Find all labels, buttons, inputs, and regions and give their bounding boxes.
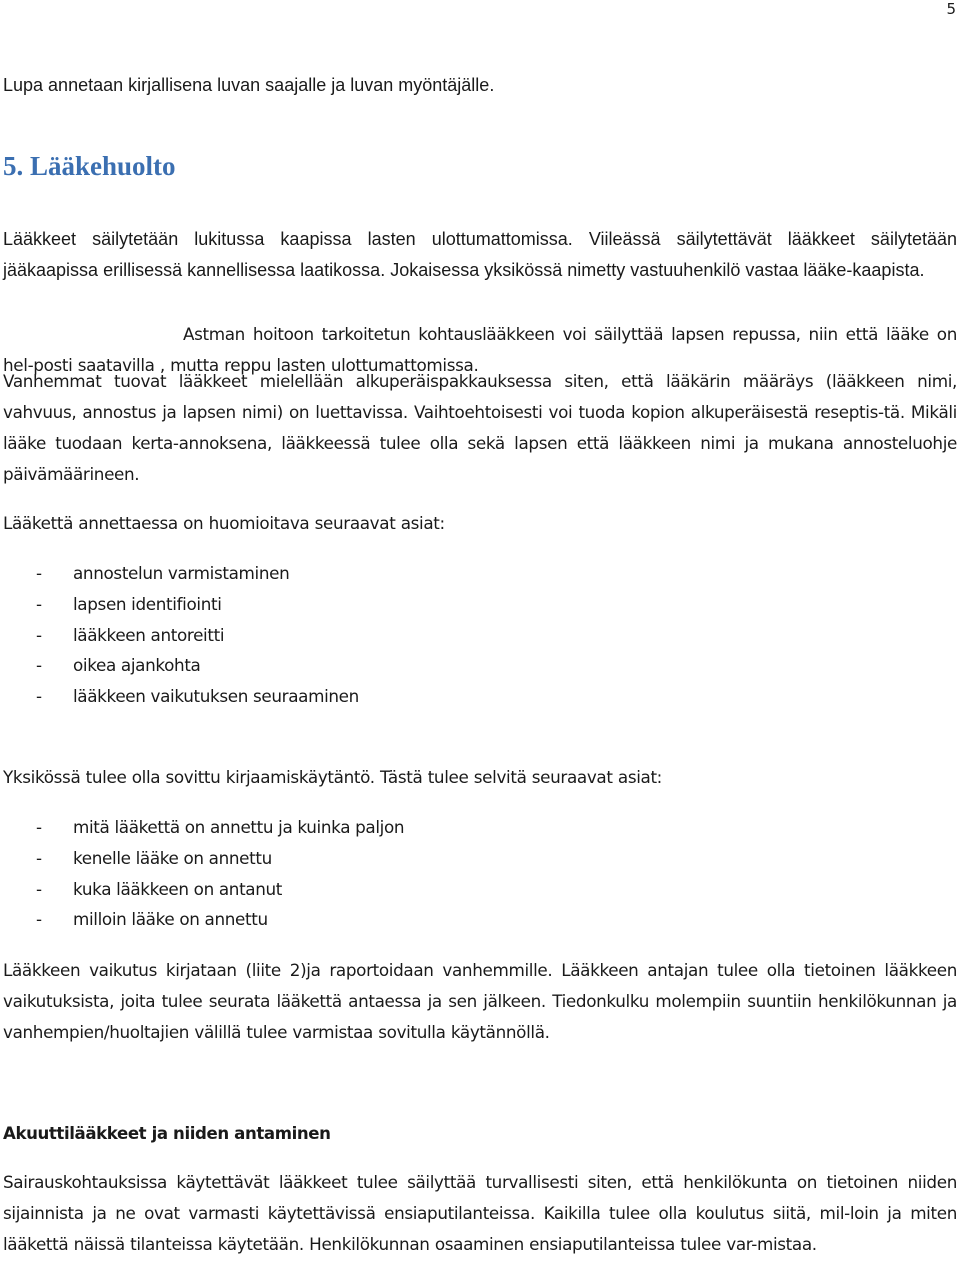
list-item [3,843,404,874]
list-item [3,904,404,935]
list-item [3,681,359,712]
asthma-medication-paragraph: Astman hoitoon tarkoitetun kohtauslääkkeen voi säilyttää lapsen repussa, niin että lääke on hel-posti saatavilla , mutta reppu lasten ulottumattomissa. [3,324,957,375]
permission-paragraph: Lupa annetaan kirjallisena luvan saajalle ja luvan myöntäjälle. [3,75,495,95]
list-item-text: lääkkeen antoreitti [73,624,225,645]
list-item [3,558,359,589]
list-item-text: mitä lääkettä on annettu ja kuinka paljon [73,817,405,837]
list-item-text: kenelle lääke on annettu [73,847,272,868]
list-dash: - [36,686,42,707]
list-item-text: milloin lääke on annettu [73,909,268,930]
list-dash: - [36,847,42,868]
recording-checklist [3,812,404,935]
acute-medication-paragraph: Sairauskohtauksissa käytettävät lääkkeet tulee säilyttää turvallisesti siten, että henkilökunta on tietoinen niiden sijainnista ja ne ovat varmasti käytettävissä ensiaputilanteissa. Kaikilla tulee olla koulutus siitä, mil-loin ja miten lääkettä näissä tilanteissa käytetään. Henkilökunnan osaaminen ensiaputilanteissa tulee var-mistaa. [3,1172,957,1254]
effect-paragraph: Lääkkeen vaikutus kirjataan (liite 2)ja raportoidaan vanhemmille. Lääkkeen antajan tulee olla tietoinen lääkkeen vaikutuksista, joita tulee seurata lääkettä antaessa ja sen jälkeen. Tiedonkulku molempiin suuntiin henkilökunnan ja vanhempien/huoltajien välillä tulee varmistaa sovitulla käytännöllä. [3,960,957,1042]
list-dash: - [36,593,42,614]
list-dash: - [36,909,42,930]
acute-medication-subheading: Akuuttilääkkeet ja niiden antaminen [3,1124,331,1143]
list-item-text: oikea ajankohta [73,655,201,676]
list-item-text: kuka lääkkeen on antanut [73,878,283,899]
recording-intro-paragraph: Yksikössä tulee olla sovittu kirjaamiskäytäntö. Tästä tulee selvitä seuraavat asiat: [3,767,662,787]
section-heading-medication: 5. Lääkehuolto [3,151,176,181]
list-dash: - [36,878,42,899]
list-item [3,589,359,620]
list-item [3,650,359,681]
page-number: 5 [946,0,956,18]
list-item [3,620,359,651]
parents-paragraph: Vanhemmat tuovat lääkkeet mielellään alkuperäispakkauksessa siten, että lääkärin määräys (lääkkeen nimi, vahvuus, annostus ja lapsen nimi) on luettavissa. Vaihtoehtoisesti voi tuoda kopion alkuperäisestä reseptis-tä. Mikäli lääke tuodaan kerta-annoksena, lääkkeessä tulee olla sekä lapsen että lääkkeen nimi ja mukana annosteluohje päivämäärineen. [3,371,957,484]
giving-checklist [3,558,359,712]
list-item-text: lapsen identifiointi [73,593,222,614]
list-dash: - [36,817,42,837]
list-item [3,812,404,843]
storage-paragraph: Lääkkeet säilytetään lukitussa kaapissa lasten ulottumattomissa. Viileässä säilytettävät lääkkeet säilytetään jääkaapissa erillisessä kannellisessa laatikossa. Jokaisessa yksikössä nimetty vastuuhenkilö vastaa lääke-kaapista. [3,229,957,280]
list-item-text: annostelun varmistaminen [73,563,290,583]
giving-intro-paragraph: Lääkettä annettaessa on huomioitava seuraavat asiat: [3,513,445,533]
list-item [3,874,404,905]
list-dash: - [36,563,42,583]
list-item-text: lääkkeen vaikutuksen seuraaminen [73,686,359,707]
list-dash: - [36,655,42,676]
list-dash: - [36,624,42,645]
